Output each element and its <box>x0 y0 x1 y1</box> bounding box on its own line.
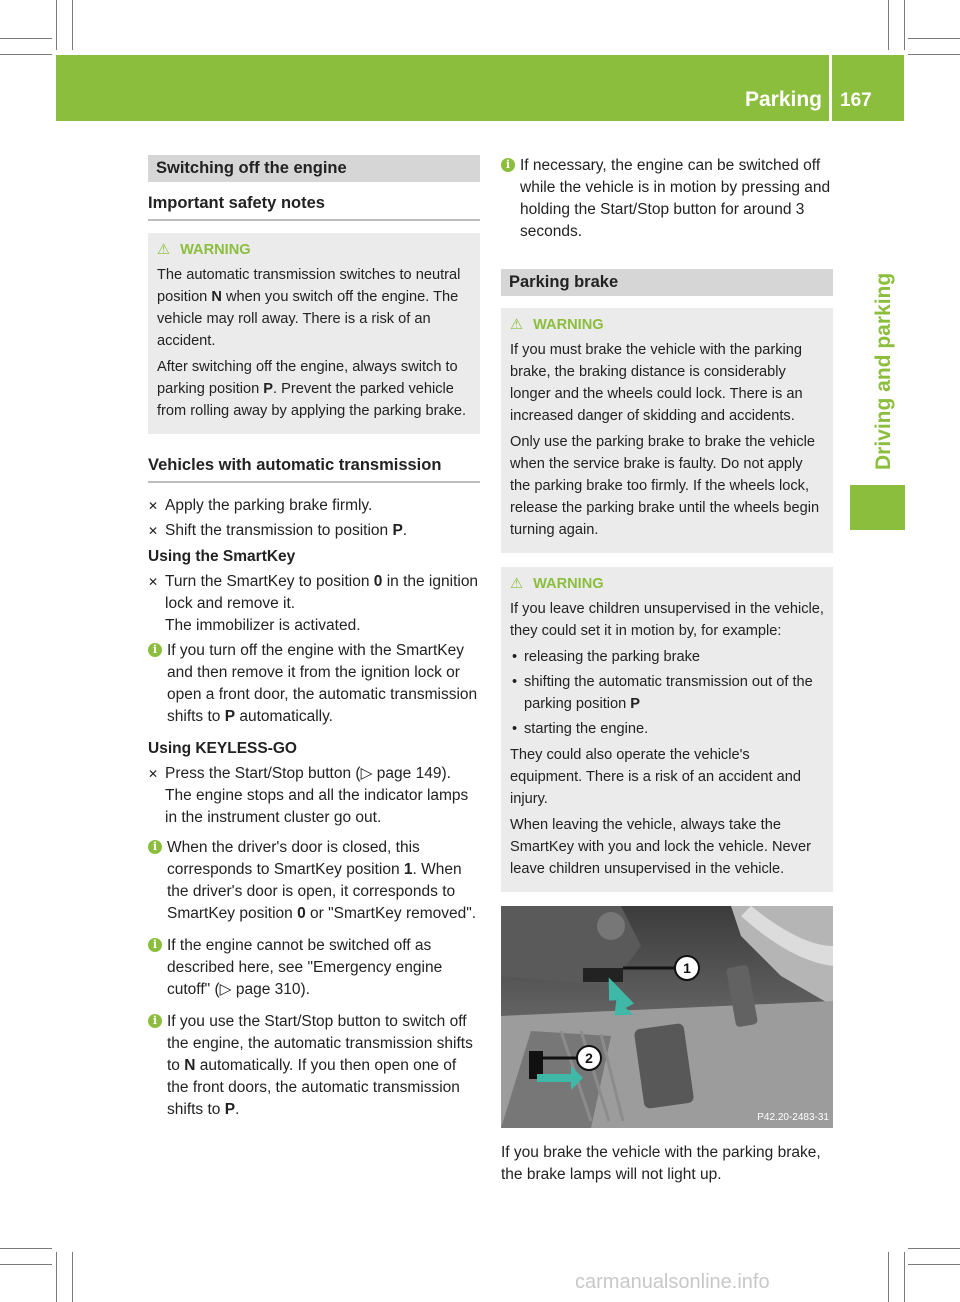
step-arrow-icon: ✕ <box>148 524 159 538</box>
position-letter: N <box>184 1057 196 1074</box>
step-result: The immobilizer is activated. <box>165 617 361 634</box>
text: shifting the automatic transmission out of the parking position <box>524 674 813 712</box>
text: If you turn off the engine with the SmartKey and then remove it from the ignition lock or open a front door, the automatic transmission shifts to <box>167 642 478 725</box>
crop-mark <box>908 54 960 55</box>
warning-label: WARNING <box>180 242 251 258</box>
step-item <box>148 571 480 637</box>
crop-mark <box>0 54 52 55</box>
footwell-illustration <box>501 906 833 1128</box>
text: If you use the Start/Stop button to switch off the engine, the automatic transmission shifts to <box>167 1013 473 1074</box>
crop-mark <box>904 0 905 50</box>
warning-box <box>148 233 480 434</box>
callout-1: 1 <box>683 960 691 976</box>
step-text: Press the Start/Stop button ( <box>165 765 361 782</box>
warning-paragraph: When leaving the vehicle, always take the SmartKey with you and lock the vehicle. Never leave children unsupervised in the vehicle. <box>510 817 811 877</box>
text: The automatic transmission switches to neutral position <box>157 267 461 305</box>
side-tab-label: Driving and parking <box>872 272 895 470</box>
text: After switching off the engine, always switch to parking position <box>157 359 458 397</box>
warning-paragraph <box>157 356 472 422</box>
step-item <box>148 763 480 829</box>
info-note <box>148 640 480 728</box>
text: . Prevent the parked vehicle from rolling away by applying the parking brake. <box>157 381 467 419</box>
warning-paragraph <box>157 264 472 352</box>
info-note <box>148 1011 480 1121</box>
page-reference-link[interactable]: ▷ page 149 <box>360 765 442 782</box>
step-arrow-icon: ✕ <box>148 499 159 513</box>
warning-box <box>501 308 833 553</box>
warning-paragraph: They could also operate the vehicle's equipment. There is a risk of an accident and injury. <box>510 747 801 807</box>
position-letter: 1 <box>403 861 413 878</box>
info-icon: i <box>148 643 162 657</box>
crop-mark <box>72 1252 73 1302</box>
position-letter: P <box>392 522 403 539</box>
info-note <box>148 935 480 1001</box>
info-note <box>501 155 833 243</box>
text: ). <box>441 765 451 782</box>
warning-triangle-icon: ⚠ <box>510 317 524 333</box>
step-result: The engine stops and all the indicator lamps in the instrument cluster go out. <box>165 787 469 826</box>
crop-mark <box>908 38 960 39</box>
parking-brake-figure <box>501 906 833 1128</box>
warning-title <box>510 314 825 336</box>
step-arrow-icon: ✕ <box>148 767 159 781</box>
step-text: Turn the SmartKey to position <box>165 573 374 590</box>
right-column <box>501 155 833 1186</box>
list-item <box>510 671 825 715</box>
info-note <box>148 837 480 925</box>
watermark: carmanualsonline.info <box>575 1271 770 1293</box>
info-icon: i <box>148 938 162 952</box>
subsection-heading: Vehicles with automatic transmission <box>148 454 480 483</box>
warning-triangle-icon: ⚠ <box>157 242 171 258</box>
section-title: Switching off the engine <box>148 155 480 182</box>
position-letter: P <box>224 1101 236 1118</box>
crop-mark <box>888 0 889 50</box>
method-label: Using KEYLESS-GO <box>148 740 297 757</box>
section-title: Parking brake <box>501 269 833 296</box>
info-icon: i <box>148 1014 162 1028</box>
figure-code: P42.20-2483-31 <box>757 1112 829 1123</box>
text: If necessary, the engine can be switched off while the vehicle is in motion by pressing and holding the Start/Stop button for around 3 seconds. <box>520 157 831 240</box>
text: When the driver's door is closed, this corresponds to SmartKey position <box>167 839 420 878</box>
header-divider <box>829 55 832 121</box>
crop-mark <box>908 1264 960 1265</box>
step-text: Apply the parking brake firmly. <box>165 497 373 514</box>
crop-mark <box>56 1252 57 1302</box>
crop-mark <box>908 1248 960 1249</box>
text: . <box>402 522 408 539</box>
bullet-list <box>510 646 825 740</box>
crop-mark <box>72 0 73 50</box>
position-letter: P <box>263 381 274 397</box>
step-arrow-icon: ✕ <box>148 575 159 589</box>
position-letter: P <box>630 696 641 712</box>
figure-caption: If you brake the vehicle with the parking brake, the brake lamps will not light up. <box>501 1144 821 1183</box>
text: automatically. If you then open one of the front doors, the automatic transmission shifts to <box>167 1057 460 1118</box>
warning-paragraph: Only use the parking brake to brake the vehicle when the service brake is faulty. Do not apply the parking brake too firmly. If the wheels lock, release the parking brake until the wheels begin turning again. <box>510 434 820 538</box>
text: automatically. <box>235 708 333 725</box>
warning-paragraph: If you must brake the vehicle with the parking brake, the braking distance is considerably longer and the wheels could lock. There is an increased danger of skidding and accidents. <box>510 342 803 424</box>
crop-mark <box>0 1264 52 1265</box>
page-reference-link[interactable]: ▷ page 310 <box>219 981 301 998</box>
crop-mark <box>0 38 52 39</box>
crop-mark <box>888 1252 889 1302</box>
side-tab <box>870 250 900 470</box>
page-number: 167 <box>840 90 872 111</box>
position-letter: 0 <box>297 905 306 922</box>
list-item: • releasing the parking brake <box>510 646 825 668</box>
list-item: • starting the engine. <box>510 718 825 740</box>
warning-label: WARNING <box>533 317 604 333</box>
warning-title <box>510 573 825 595</box>
crop-mark <box>56 0 57 50</box>
position-letter: N <box>211 289 222 305</box>
text: or "SmartKey removed". <box>305 905 477 922</box>
warning-box <box>501 567 833 892</box>
step-text: Shift the transmission to position <box>165 522 393 539</box>
crop-mark <box>904 1252 905 1302</box>
callout-2: 2 <box>585 1050 593 1066</box>
warning-triangle-icon: ⚠ <box>510 576 524 592</box>
text: If the engine cannot be switched off as described here, see "Emergency engine cutoff" ( <box>167 937 443 998</box>
text: in the ignition lock and remove it. <box>165 573 479 612</box>
subsection-heading: Important safety notes <box>148 192 480 221</box>
warning-paragraph: If you leave children unsupervised in the vehicle, they could set it in motion by, for example: <box>510 601 824 639</box>
side-tab-marker <box>850 485 905 530</box>
running-header-title: Parking <box>744 88 822 111</box>
left-column <box>148 155 480 1131</box>
step-item <box>148 520 480 542</box>
warning-label: WARNING <box>533 576 604 592</box>
position-letter: P <box>224 708 236 725</box>
position-letter: 0 <box>373 573 383 590</box>
crop-mark <box>0 1248 52 1249</box>
info-icon: i <box>148 840 162 854</box>
method-label: Using the SmartKey <box>148 548 296 565</box>
step-item <box>148 495 480 517</box>
text: when you switch off the engine. The vehicle may roll away. There is a risk of an accident. <box>157 289 459 349</box>
info-icon: i <box>501 158 515 172</box>
text: . When the driver's door is open, it corresponds to SmartKey position <box>167 861 462 922</box>
text: . <box>235 1101 240 1118</box>
text: ). <box>300 981 310 998</box>
warning-title <box>157 239 472 261</box>
